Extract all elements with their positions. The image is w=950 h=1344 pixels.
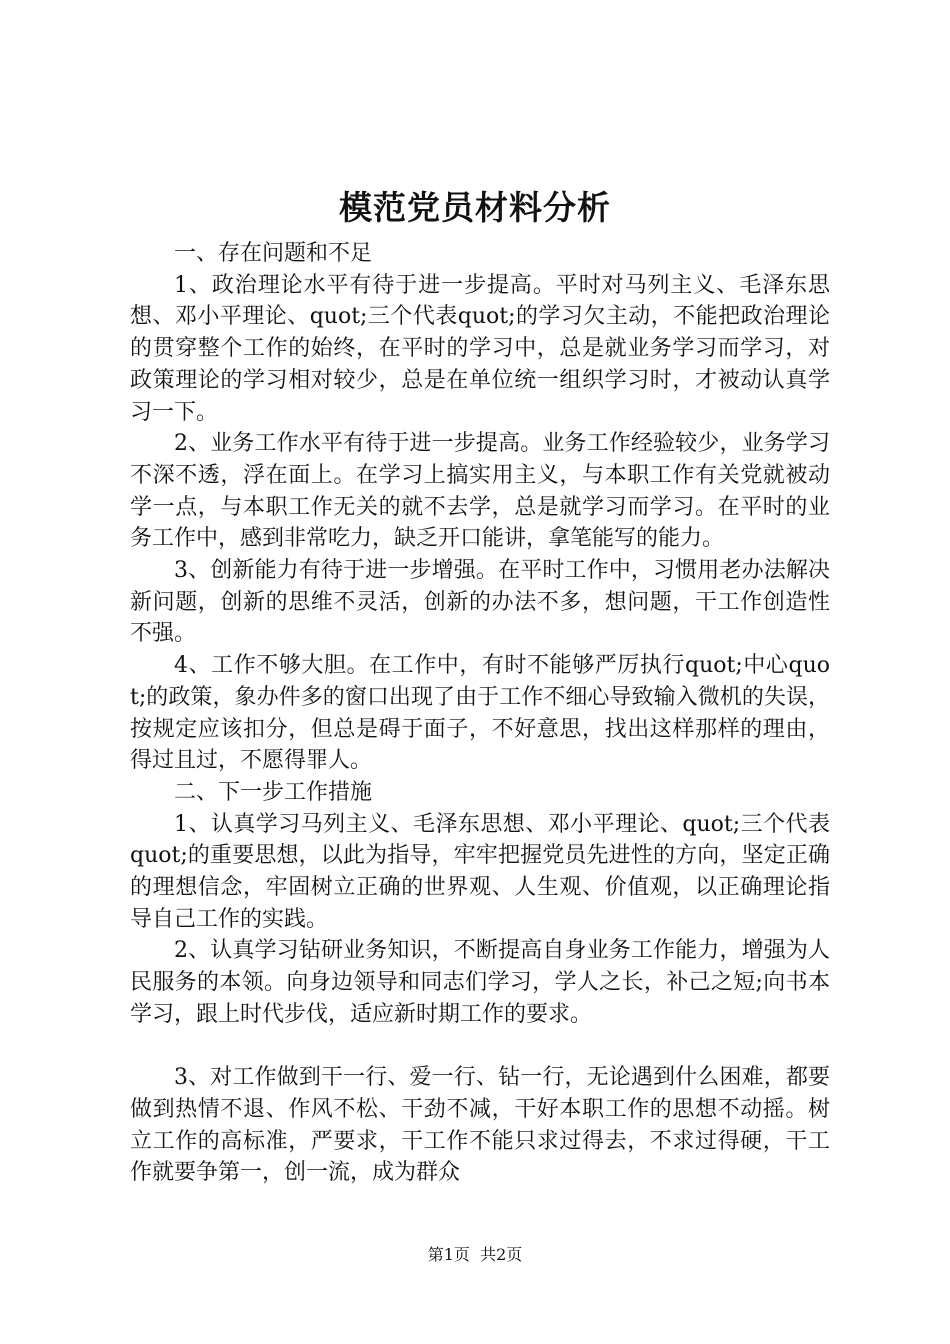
- page-number: 第1页: [427, 1245, 470, 1264]
- section-heading-measures: 二、下一步工作措施: [174, 779, 373, 805]
- section-heading-problems: 一、存在问题和不足: [174, 241, 373, 266]
- paragraph-problem-1: 1、政治理论水平有待于进一步提高。平时对马列主义、毛泽东思想、邓小平理论、quot;三个代表quot;的学习欠主动，不能把政治理论的贯穿整个工作的始终，在平时的学习中，总是就业务学习而学习，对政策理论的学习相对较少，总是在单位统一组织学习时，才被动认真学习一下。: [130, 272, 830, 425]
- paragraph-problem-4: 4、工作不够大胆。在工作中，有时不能够严厉执行quot;中心quot;的政策，象办件多的窗口出现了由于工作不细心导致输入微机的失误，按规定应该扣分，但总是碍于面子，不好意思，找出这样那样的理由，得过且过，不愿得罪人。: [130, 653, 830, 774]
- page-footer: [0, 1244, 950, 1266]
- paragraph-measure-3: 3、对工作做到干一行、爱一行、钻一行，无论遇到什么困难，都要做到热情不退、作风不松、干劲不减，干好本职工作的思想不动摇。树立工作的高标准，严要求，干工作不能只求过得去，不求过得硬，干工作就要争第一，创一流，成为群众: [130, 1065, 830, 1186]
- paragraph-problem-3: 3、创新能力有待于进一步增强。在平时工作中，习惯用老办法解决新问题，创新的思维不灵活，创新的办法不多，想问题，干工作创造性不强。: [130, 558, 830, 647]
- document-body: [130, 238, 830, 1189]
- document-title: 模范党员材料分析: [339, 188, 611, 227]
- paragraph-problem-2: 2、业务工作水平有待于进一步提高。业务工作经验较少，业务学习不深不透，浮在面上。在学习上搞实用主义，与本职工作有关党就被动学一点，与本职工作无关的就不去学，总是就学习而学习。在平时的业务工作中，感到非常吃力，缺乏开口能讲，拿笔能写的能力。: [130, 431, 830, 552]
- paragraph-measure-1: 1、认真学习马列主义、毛泽东思想、邓小平理论、quot;三个代表quot;的重要思想，以此为指导，牢牢把握党员先进性的方向，坚定正确的理想信念，牢固树立正确的世界观、人生观、价值观，以正确理论指导自己工作的实践。: [130, 811, 830, 932]
- paragraph-measure-2: 2、认真学习钻研业务知识，不断提高自身业务工作能力，增强为人民服务的本领。向身边领导和同志们学习，学人之长，补己之短;向书本学习，跟上时代步伐，适应新时期工作的要求。: [130, 938, 830, 1027]
- page-total: 共2页: [480, 1245, 523, 1264]
